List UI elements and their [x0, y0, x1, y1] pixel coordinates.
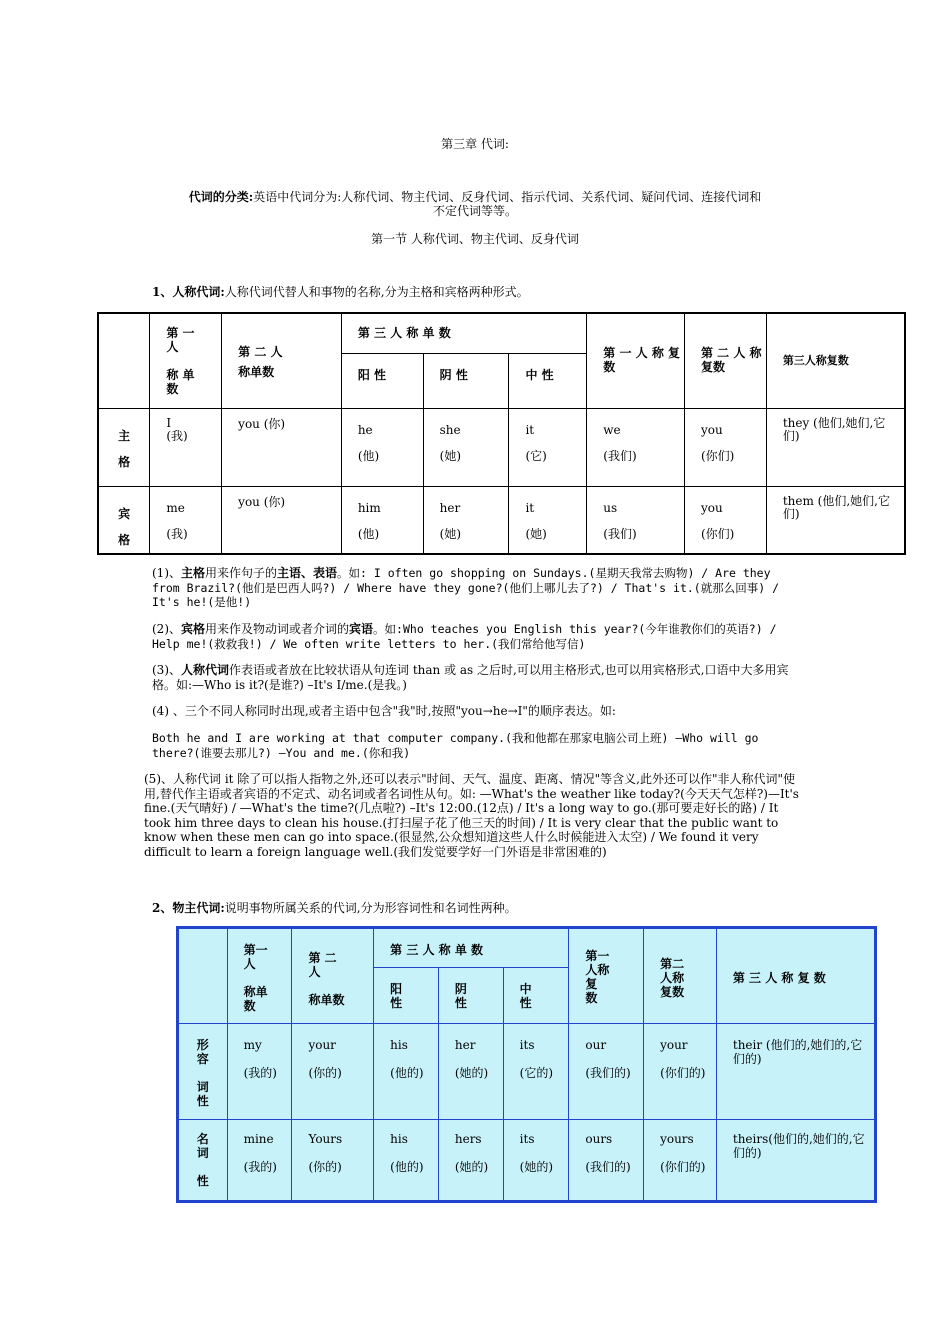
personal-heading — [152, 285, 529, 299]
poss-nom-first-sg: mine (我的) — [227, 1120, 292, 1202]
poss-nom-second-sg: Yours (你的) — [292, 1120, 374, 1202]
personal-pronoun-table — [97, 312, 906, 555]
cell-obj-second-sg: you (你) — [222, 486, 342, 554]
header-second-singular: 第 二 人 称单数 — [222, 313, 342, 408]
poss-corner-cell — [178, 928, 228, 1024]
poss-header-feminine: 阴 性 — [438, 968, 503, 1024]
poss-adj-first-pl: our (我们的) — [569, 1024, 644, 1120]
possessive-pronoun-table — [176, 926, 877, 1203]
header-neuter: 中 性 — [509, 353, 587, 408]
poss-header-third-plural: 第 三 人 称 复 数 — [716, 928, 875, 1024]
header-first-plural: 第 一 人 称 复数 — [587, 313, 685, 408]
cell-obj-first-sg: me (我) — [150, 486, 222, 554]
header-masculine: 阳 性 — [341, 353, 423, 408]
personal-heading-text: 人称代词代替人和事物的名称,分为主格和宾格两种形式。 — [224, 285, 529, 299]
poss-header-second-singular: 第 二 人 称单数 — [292, 928, 374, 1024]
personal-heading-label: 1、人称代词: — [152, 285, 225, 299]
cell-obj-second-pl: you (你们) — [685, 486, 767, 554]
cell-obj-third-pl: them (他们,她们,它们) — [766, 486, 905, 554]
classification-text-2: 不定代词等等。 — [432, 204, 517, 218]
possessive-heading — [152, 901, 517, 915]
cell-nom-masc: he (他) — [341, 408, 423, 486]
possessive-heading-text: 说明事物所属关系的代词,分为形容词性和名词性两种。 — [224, 901, 517, 915]
cell-nom-third-pl: they (他们,她们,它们) — [766, 408, 905, 486]
poss-adj-fem: her (她的) — [438, 1024, 503, 1120]
poss-nom-neut: its (她的) — [503, 1120, 569, 1202]
note-3: (3)、人称代词作表语或者放在比较状语从句连词 than 或 as 之后时,可以用主格形式,也可以用宾格形式,口语中大多用宾格。如:—Who is it?(是谁?) –It's I/me.(是我。) — [152, 663, 789, 692]
cell-nom-fem: she (她) — [423, 408, 509, 486]
poss-header-third-singular: 第 三 人 称 单 数 — [374, 928, 569, 968]
poss-header-first-plural: 第一 人称 复 数 — [569, 928, 644, 1024]
poss-nom-fem: hers (她的) — [438, 1120, 503, 1202]
poss-header-second-plural: 第二 人称 复数 — [644, 928, 717, 1024]
poss-nom-second-pl: yours (你们的) — [644, 1120, 717, 1202]
row-label-nominative: 主 格 — [98, 408, 150, 486]
poss-nom-first-pl: ours (我们的) — [569, 1120, 644, 1202]
cell-nom-neut: it (它) — [509, 408, 587, 486]
poss-adj-third-pl: their (他们的,她们的,它们的) — [716, 1024, 875, 1120]
poss-header-neuter: 中 性 — [503, 968, 569, 1024]
note-4: (4) 、三个不同人称同时出现,或者主语中包含"我"时,按照"you→he→I"的顺序表达。如: — [152, 704, 616, 718]
poss-nom-masc: his (他的) — [374, 1120, 439, 1202]
cell-obj-neut: it (她) — [509, 486, 587, 554]
cell-obj-fem: her (她) — [423, 486, 509, 554]
poss-header-masculine: 阳 性 — [374, 968, 439, 1024]
header-third-singular: 第 三 人 称 单 数 — [341, 313, 586, 353]
cell-nom-first-sg: I (我) — [150, 408, 222, 486]
poss-header-first-singular: 第一 人 称单 数 — [227, 928, 292, 1024]
poss-row-label-adjectival: 形 容 词 性 — [178, 1024, 228, 1120]
poss-adj-neut: its (它的) — [503, 1024, 569, 1120]
note-5: (5)、人称代词 it 除了可以指人指物之外,还可以表示"时间、天气、温度、距离、情况"等含义,此外还可以作"非人称代词"使用,替代作主语或者宾语的不定式、动名词或者名词性从句。如: —What's the weather like today?(今天天气怎样?)—It's fine.(天气晴好) / —What's the time?(几点啦?) –It's 12:00.(12点) / It's a long way to go.(那可要走好长的路) / It took him three days to clean his house.(打扫屋子花了他三天的时间) / It is very clear that the public want to know when these men can go into space.(很显然,公众想知道这些人什么时候能进入太空) / We found it very difficult to learn a foreign language well.(我们发觉要学好一门外语是非常困难的) — [144, 772, 799, 859]
poss-adj-first-sg: my (我的) — [227, 1024, 292, 1120]
header-third-plural: 第三人称复数 — [766, 313, 905, 408]
cell-nom-second-sg: you (你) — [222, 408, 342, 486]
classification-text-1: 英语中代词分为:人称代词、物主代词、反身代词、指示代词、关系代词、疑问代词、连接代词和 — [253, 190, 762, 204]
section-title: 第一节 人称代词、物主代词、反身代词 — [371, 232, 579, 246]
poss-adj-second-sg: your (你的) — [292, 1024, 374, 1120]
row-label-objective: 宾 格 — [98, 486, 150, 554]
cell-nom-first-pl: we (我们) — [587, 408, 685, 486]
header-first-singular: 第 一 人 称 单 数 — [150, 313, 222, 408]
poss-nom-third-pl: theirs(他们的,她们的,它们的) — [716, 1120, 875, 1202]
cell-nom-second-pl: you (你们) — [685, 408, 767, 486]
classification-label: 代词的分类: — [188, 190, 254, 204]
poss-adj-second-pl: your (你们的) — [644, 1024, 717, 1120]
corner-cell — [98, 313, 150, 408]
header-feminine: 阴 性 — [423, 353, 509, 408]
note-1: (1)、主格用来作句子的主语、表语。如: I often go shopping on Sundays.(星期天我常去购物) / Are they from Brazil?(他们是巴西人吗?) / Where have they gone?(他们上哪儿去了?) / That's it.(就那么回事) / It's he!(是他!) — [152, 566, 779, 609]
cell-obj-first-pl: us (我们) — [587, 486, 685, 554]
poss-row-label-nominal: 名 词 性 — [178, 1120, 228, 1202]
classification-paragraph — [120, 190, 830, 218]
cell-obj-masc: him (他) — [341, 486, 423, 554]
chapter-title: 第三章 代词: — [441, 137, 509, 151]
note-2: (2)、宾格用来作及物动词或者介词的宾语。如:Who teaches you English this year?(今年谁教你们的英语?) / Help me!(救救我!) / We often write letters to her.(我们常给他写信) — [152, 622, 777, 651]
possessive-heading-label: 2、物主代词: — [152, 901, 225, 915]
header-second-plural: 第 二 人 称复数 — [685, 313, 767, 408]
poss-adj-masc: his (他的) — [374, 1024, 439, 1120]
note-4-example: Both he and I are working at that computer company.(我和他都在那家电脑公司上班) –Who will go there?(谁要去那儿?) –You and me.(你和我) — [152, 731, 759, 760]
